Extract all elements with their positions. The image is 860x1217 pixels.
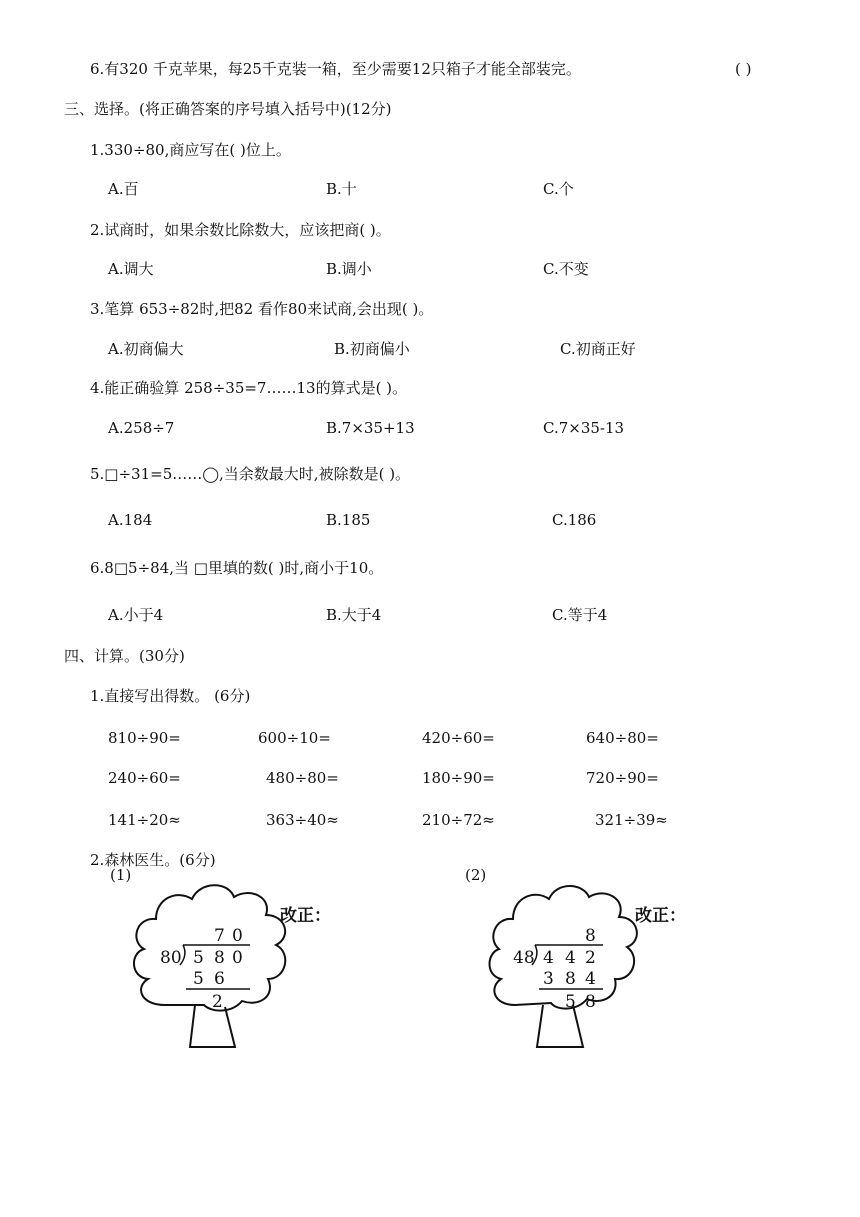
choice-option-b[interactable]: B.调小 — [326, 260, 372, 278]
remainder: 2 — [212, 992, 223, 1012]
product-digit: 6 — [214, 969, 225, 989]
calc-expression: 640÷80= — [586, 729, 659, 747]
dividend-digit: 4 — [543, 948, 554, 968]
choice-option-c[interactable]: C.7×35-13 — [543, 419, 625, 437]
dividend-digit: 0 — [232, 948, 243, 968]
dividend-digit: 4 — [565, 948, 576, 968]
product-digit: 4 — [585, 969, 596, 989]
choice-option-c[interactable]: C.等于4 — [552, 606, 608, 624]
correction-label: 改正： — [635, 906, 686, 926]
quotient-digit: 8 — [585, 926, 596, 946]
calc-expression: 363÷40≈ — [266, 811, 339, 829]
choice-option-b[interactable]: B.7×35+13 — [326, 419, 415, 437]
choice-option-c[interactable]: C.不变 — [543, 260, 589, 278]
calc-subheading-2: 2.森林医生。(6分) — [90, 851, 216, 869]
dividend-digit: 2 — [585, 948, 596, 968]
choice-option-a[interactable]: A.调大 — [108, 260, 154, 278]
section-4-heading: 四、计算。(30分) — [64, 647, 185, 665]
section-3-heading: 三、选择。(将正确答案的序号填入括号中)(12分) — [64, 100, 392, 118]
true-false-item-6: 6.有320 千克苹果，每25千克装一箱，至少需要12只箱子才能全部装完。 — [90, 60, 581, 78]
choice-option-a[interactable]: A.百 — [108, 180, 139, 198]
divisor: 48 — [513, 948, 535, 968]
choice-option-b[interactable]: B.大于4 — [326, 606, 382, 624]
calc-expression: 240÷60= — [108, 769, 181, 787]
choice-question-2: 2.试商时，如果余数比除数大，应该把商( )。 — [90, 221, 391, 239]
choice-option-c[interactable]: C.初商正好 — [560, 340, 636, 358]
tree-label: (1) — [110, 866, 132, 884]
calc-expression: 180÷90= — [422, 769, 495, 787]
choice-option-a[interactable]: A.初商偏大 — [108, 340, 184, 358]
correction-label: 改正： — [280, 906, 331, 926]
calc-expression: 141÷20≈ — [108, 811, 181, 829]
product-digit: 5 — [193, 969, 204, 989]
remainder-digit: 8 — [585, 992, 596, 1012]
tree-crown-outline — [490, 886, 637, 1009]
calc-expression: 321÷39≈ — [595, 811, 668, 829]
choice-option-a[interactable]: A.258÷7 — [108, 419, 175, 437]
quotient-digit: 7 — [214, 926, 225, 946]
choice-option-b[interactable]: B.185 — [326, 511, 371, 529]
remainder-digit: 5 — [565, 992, 576, 1012]
choice-question-1: 1.330÷80,商应写在( )位上。 — [90, 141, 291, 159]
choice-option-c[interactable]: C.186 — [552, 511, 597, 529]
choice-question-4: 4.能正确验算 258÷35=7……13的算式是( )。 — [90, 379, 408, 397]
calc-expression: 210÷72≈ — [422, 811, 495, 829]
calc-subheading-1: 1.直接写出得数。 (6分) — [90, 687, 251, 705]
tree-label: (2) — [465, 866, 487, 884]
calc-expression: 480÷80= — [266, 769, 339, 787]
answer-parenthesis[interactable]: ( ) — [735, 60, 752, 78]
choice-option-b[interactable]: B.初商偏小 — [334, 340, 410, 358]
calc-expression: 810÷90= — [108, 729, 181, 747]
choice-option-a[interactable]: A.小于4 — [108, 606, 164, 624]
dividend-digit: 5 — [193, 948, 204, 968]
choice-question-6: 6.8□5÷84,当 □里填的数( )时,商小于10。 — [90, 559, 384, 577]
quotient-digit: 0 — [232, 926, 243, 946]
dividend-digit: 8 — [214, 948, 225, 968]
choice-question-3: 3.笔算 653÷82时,把82 看作80来试商,会出现( )。 — [90, 300, 434, 318]
tree-division-2 — [455, 855, 715, 1055]
choice-option-a[interactable]: A.184 — [108, 511, 153, 529]
tree-division-1 — [100, 855, 360, 1055]
product-digit: 8 — [565, 969, 576, 989]
choice-option-b[interactable]: B.十 — [326, 180, 357, 198]
tree-crown-outline — [134, 885, 285, 1010]
tree-trunk — [537, 1005, 583, 1047]
calc-expression: 420÷60= — [422, 729, 495, 747]
calc-expression: 720÷90= — [586, 769, 659, 787]
calc-expression: 600÷10= — [258, 729, 331, 747]
choice-option-c[interactable]: C.个 — [543, 180, 574, 198]
divisor: 80 — [160, 948, 182, 968]
product-digit: 3 — [543, 969, 554, 989]
choice-question-5: 5.□÷31=5……◯,当余数最大时,被除数是( )。 — [90, 465, 411, 483]
